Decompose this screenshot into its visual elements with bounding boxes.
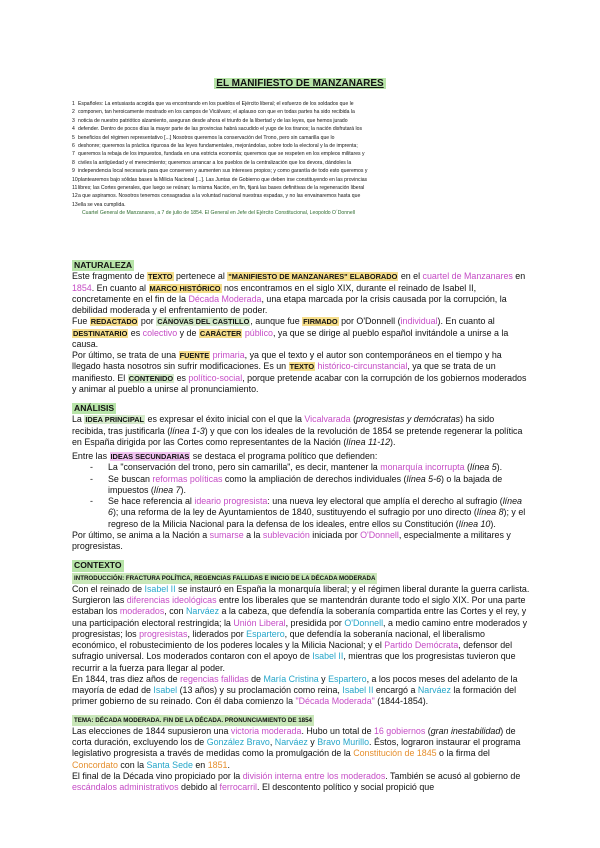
paragraph: Por último, se anima a la Nación a sumarse a la sublevación iniciada por O'Donnell, especialmente a militares y progresistas.: [72, 529, 511, 551]
line-text: independencia local necesaria para que conserven y aumenten sus intereses propios; y como garantía de todo esto queremos y: [78, 168, 368, 175]
subheading-tema: TEMA: DÉCADA MODERADA. FIN DE LA DÉCADA. PRONUNCIAMIENTO DE 1854: [72, 715, 314, 726]
paragraph: La IDEA PRINCIPAL es expresar el éxito inicial con el que la Vicalvarada (progresistas y demócratas) ha sido recibida, tras justificarla (línea 1-3) y que con los ideales de la revolución de 1854 se pretende regenerar la política en España dirigida por las Cortes como representantes de la Nación (línea 11-12).: [72, 414, 523, 447]
line-text: Españoles: La entusiasta acogida que va encontrando en los pueblos el Ejército liberal; el esfuerzo de los soldados que le: [78, 101, 354, 107]
source-line: [72, 142, 522, 150]
line-number: 4: [72, 126, 75, 133]
line-number: 11: [72, 185, 78, 192]
line-number: 6: [72, 143, 75, 150]
paragraph: Este fragmento de TEXTO pertenece al "MANIFIESTO DE MANZANARES" ELABORADO en el cuartel de Manzanares en 1854. En cuanto al MARCO HISTÓRICO nos encontramos en el siglo XIX, durante el reinado de Isabel II, concretamente en el fin de la Década Moderada, una etapa marcada por la crisis causada por la corrupción, la debilidad moderada y el enfrentamiento de poder.: [72, 271, 526, 315]
section-heading-naturaleza: NATURALEZA: [74, 260, 133, 270]
source-line: [72, 176, 522, 184]
paragraph: Las elecciones de 1844 supusieron una victoria moderada. Hubo un total de 16 gobiernos (gran inestabilidad) de corta duración, excluyendo los de González Bravo, Narváez y Bravo Murillo. Éstos, lograron instaurar el programa legislativo progresista a través de medidas como la promulgación de la Constitución de 1845 o la firma del Concordato con la Santa Sede en 1851.: [72, 725, 521, 770]
line-text: civiles la antigüedad y el merecimiento; queremos arrancar a los pueblos de la centralización que los devora, dándoles la: [78, 159, 352, 166]
paragraph: En 1844, tras diez años de regencias fallidas de María Cristina y Espartero, a los pocos meses del adelanto de la mayoría de edad de Isabel (13 años) y su proclamación como reina, Isabel II encargó a Narváez la formación del primer gobierno de su reinado. Con él daba comienzo la "Década Moderada" (1844-1854).: [72, 673, 518, 707]
list-item: - La "conservación del trono, pero sin camarilla", es decir, mantener la monarquía incorrupta (línea 5).: [90, 462, 530, 473]
paragraph: Por último, se trata de una FUENTE primaria, ya que el texto y el autor son contemporáneos en el tiempo y ha llegado hasta nosotros sin sufrir modificaciones. Es un TEXTO histórico-circunstancial, ya que se trata de un manifiesto. El CONTENIDO es político-social, porque pretende acabar con la corrupción de los gobiernos moderados y animar al pueblo a unirse al pronunciamiento.: [72, 350, 527, 394]
line-number: 13: [72, 201, 78, 208]
line-number: 5: [72, 134, 75, 141]
source-line: [72, 125, 522, 133]
source-line: [72, 184, 522, 192]
line-text: beneficios del régimen representativo [...] Nosotros queremos la conservación del Trono, pero sin camarilla que lo: [78, 134, 335, 141]
section-heading-analisis: ANÁLISIS: [74, 403, 115, 413]
line-text: plantearemos bajo sólidas bases la Milicia Nacional [...]. Las Juntas de Gobierno que deben irse constituyendo en las provincias: [78, 176, 368, 183]
title-text: EL MANIFIESTO DE MANZANARES: [216, 78, 384, 89]
paragraph: El final de la Década vino propiciado por la división interna entre los moderados. También se acusó al gobierno de escándalos administrativos debido al ferrocarril. El descontento político y social propició que: [72, 770, 521, 792]
source-line: [72, 117, 522, 125]
line-number: 8: [72, 159, 75, 166]
line-number: 1: [72, 101, 75, 107]
source-line: [72, 159, 522, 167]
line-number: 7: [72, 151, 75, 158]
document-title: [0, 73, 600, 91]
line-text: a que aspiramos. Nosotros tenemos consagradas a la voluntad nacional nuestras espadas, y no las envainaremos hasta que: [78, 193, 361, 200]
source-line: [72, 134, 522, 142]
source-line: [72, 192, 522, 200]
line-number: 2: [72, 109, 75, 116]
list-item: - Se buscan reformas políticas como la ampliación de derechos individuales (línea 5-6) o la bajada de impuestos (línea 7).: [90, 474, 530, 497]
commentary-body: [72, 258, 530, 793]
source-line: [72, 100, 522, 108]
paragraph: Fue REDACTADO por CÁNOVAS DEL CASTILLO, aunque fue FIRMADO por O'Donnell (individual). En cuanto al DESTINATARIO es colectivo y de CARÁCTER público, ya que se dirige al pueblo español invitándole a unirse a la causa.: [72, 316, 509, 349]
source-line: [72, 201, 522, 209]
line-text: noticia de nuestro patriótico alzamiento, aseguran desde ahora el triunfo de la libertad y de las leyes, que hemos jurado: [78, 117, 348, 124]
subheading-introduccion: INTRODUCCIÓN: FRACTURA POLÍTICA, REGENCIAS FALLIDAS E INICIO DE LA DÉCADA MODERADA: [72, 573, 377, 584]
line-text: deshonre; queremos la práctica rigurosa de las leyes fundamentales, mejorándolas, sobre todo la electoral y la de imprenta;: [78, 143, 358, 150]
paragraph: Con el reinado de Isabel II se instauró en España la monarquía liberal; y el régimen liberal durante la guerra carlista. Surgieron las diferencias ideológicas entre los liberales que se mantendrán durante todo el siglo XIX. Por una parte estaban los moderados, con Narváez a la cabeza, que defendía la soberanía compartida entre las Cortes y el rey, y una participación electoral restringida; la Unión Liberal, presidida por O'Donnell, a medio camino entre moderados y progresistas; los progresistas, liderados por Espartero, que defendía la soberanía nacional, el liberalismo económico, el robustecimiento de los poderes locales y la Milicia Nacional; y el Partido Demócrata, defensor del sufragio universal. Los moderados contaron con el apoyo de Isabel II, mientras que los progresistas tuvieron que recurrir a la fuerza para llegar al poder.: [72, 583, 530, 673]
paragraph: Entre las IDEAS SECUNDARIAS se destaca el programa político que defienden:: [72, 451, 378, 461]
line-number: 9: [72, 168, 75, 175]
line-text: libres; las Cortes generales, que luego se reúnan; la misma Nación, en fin, fijará las bases definitivas de la regeneración liberal: [78, 185, 365, 192]
source-line: [72, 167, 522, 175]
source-line: [72, 150, 522, 158]
line-number: 12: [72, 193, 78, 200]
signature: Cuartel General de Manzanares, a 7 de julio de 1854. El General en Jefe del Ejército Constitucional, Leopoldo O´Donnell: [82, 210, 355, 217]
line-text: componen, tan heroicamente mostrado en los campos de Vicálvaro; el aplauso con que en todas partes ha sido recibida la: [78, 109, 355, 116]
source-line: [72, 108, 522, 116]
line-text: defender. Dentro de pocos días la mayor parte de las provincias habrá sacudido el yugo de los tiranos; la nación disfrutará los: [78, 126, 363, 133]
section-heading-contexto: CONTEXTO: [74, 560, 122, 571]
list-item: - Se hace referencia al ideario progresista: una nueva ley electoral que amplía el derecho al sufragio (línea 6); una reforma de la ley de Ayuntamientos de 1840, sustituyendo el sufragio por uno directo (línea 8); y el regreso de la Milicia Nacional para la defensa de los ideales, entre ellos su Constitución (línea 10).: [90, 496, 530, 530]
source-text: [72, 100, 522, 218]
line-text: ella se vea cumplida.: [78, 201, 126, 208]
line-number: 3: [72, 117, 75, 124]
line-text: queremos la rebaja de los impuestos, fundada en una estricta economía; queremos que se respeten en los empleos militares y: [78, 151, 365, 158]
line-number: 10: [72, 176, 78, 183]
